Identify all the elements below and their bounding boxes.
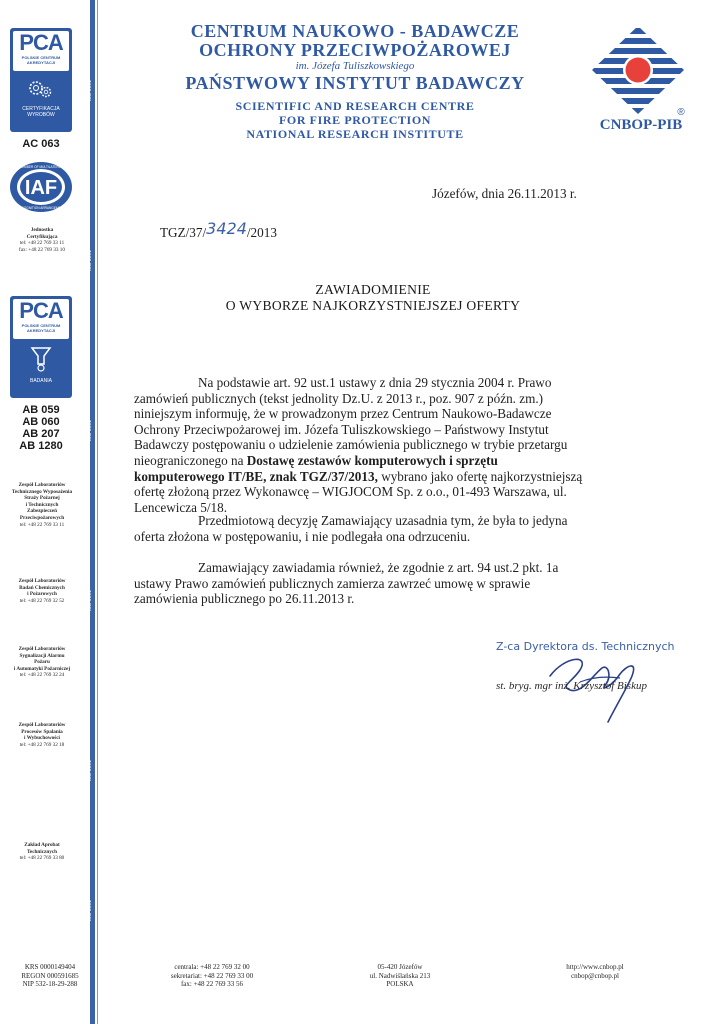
cert-unit-fax: fax: +48 22 769 33 10 xyxy=(18,246,65,253)
pca-sub-1: POLSKIE CENTRUM xyxy=(21,55,61,60)
footer-nip: NIP 532-18-29-288 xyxy=(22,980,78,989)
pca-sub-2: AKREDYTACJI xyxy=(26,328,56,333)
footer-address-line: ul. Nadwiślańska 213 xyxy=(369,971,431,980)
footer-website-link[interactable]: http://www.cnbop.pl xyxy=(566,963,624,971)
iaf-logo xyxy=(8,160,74,214)
iaf-ring-top: MEMBER OF MULTILATERAL xyxy=(19,165,63,169)
header-patron: im. Józefa Tuliszkowskiego xyxy=(295,60,415,72)
lab-line: Zespół Laboratoriów xyxy=(18,646,66,652)
registered-mark: ® xyxy=(677,107,685,118)
document-title xyxy=(150,282,596,314)
sidebar-rule-thin xyxy=(97,0,98,1024)
rule-label: ISO 9001 xyxy=(87,420,93,442)
header-english-1: SCIENTIFIC AND RESEARCH CENTRE xyxy=(235,99,475,113)
lab-line: Zabezpieczeń xyxy=(27,508,57,515)
pca-logo-area xyxy=(13,31,69,71)
pca-sub-2: AKREDYTACJI xyxy=(26,60,56,65)
lab-line: Zespół Laboratoriów xyxy=(18,578,66,584)
lab-info xyxy=(6,482,78,528)
iaf-ring-bottom: RECOGNITION ARRANGEMENT xyxy=(17,206,65,210)
sidebar-rule xyxy=(90,0,95,1024)
ref-prefix: TGZ/37/ xyxy=(160,225,207,240)
lab-line: i Automatyki Pożarniczej xyxy=(13,665,71,672)
title-line-2: O WYBORZE NAJKORZYSTNIEJSZEJ OFERTY xyxy=(225,298,521,313)
header-line-1: CENTRUM NAUKOWO - BADAWCZE xyxy=(190,21,520,41)
lab-line: Technicznego Wyposażenia xyxy=(11,488,73,495)
accreditation-code: AC 063 xyxy=(22,138,60,150)
lab-line: Straży Pożarnej xyxy=(24,495,60,502)
reference-number xyxy=(160,219,277,241)
p1-text-end: wybrano jako ofertę najkorzystniejszą ofertę złożoną przez Wykonawcę – WIGJOCOM Sp. z o.o., 01-493 Warszawa, ul. Lencewicza 5/18. xyxy=(134,468,583,515)
footer-email-link[interactable]: cnbop@cnbop.pl xyxy=(571,971,619,980)
lab-phone: tel: +48 22 769 32 24 xyxy=(19,672,65,679)
iaf-text: IAF xyxy=(24,177,58,199)
cnbop-logo-icon xyxy=(590,24,690,120)
footer-krs: KRS 0000149404 xyxy=(24,963,76,971)
accreditation-code: AB 059 xyxy=(22,404,60,416)
accreditation-code: AB 1280 xyxy=(19,440,63,452)
lab-phone: tel: +48 22 769 32 52 xyxy=(19,597,65,604)
accreditation-code: AB 060 xyxy=(22,416,60,428)
lab-info xyxy=(6,722,78,748)
lab-line: i Technicznych xyxy=(25,501,59,508)
pca-label xyxy=(10,104,72,122)
flask-icon xyxy=(10,342,72,376)
lab-phone: tel: +48 22 769 33 11 xyxy=(19,521,65,528)
rule-label: ISO 9001 xyxy=(87,760,93,782)
footer-fax: fax: +48 22 769 33 56 xyxy=(180,980,244,989)
lab-info xyxy=(6,646,78,679)
header-english-2: FOR FIRE PROTECTION xyxy=(278,113,432,127)
lab-line: Procesów Spalania xyxy=(21,728,63,735)
footer-phones xyxy=(152,963,272,989)
letterhead xyxy=(150,22,560,141)
lab-line: i Wybuchowości xyxy=(24,735,60,742)
footer-registry xyxy=(10,963,90,989)
aprobat-phone: tel: +48 22 769 33 80 xyxy=(19,855,65,862)
footer-address-line: POLSKA xyxy=(386,980,414,989)
pca-logo: PCA xyxy=(19,30,63,55)
lab-line: Zespół Laboratoriów xyxy=(18,722,66,728)
lab-phone: tel: +48 22 769 32 18 xyxy=(19,741,65,748)
footer-phone: centrala: +48 22 769 32 00 xyxy=(174,963,250,971)
pca-testing-badge xyxy=(10,296,72,398)
aprobat-line: Technicznych xyxy=(26,848,58,855)
lab-line: i Pożarowych xyxy=(27,591,57,598)
title-line-1: ZAWIADOMIENIE xyxy=(315,282,431,297)
cert-unit-line: Certyfikująca xyxy=(26,233,58,240)
lab-line: Przeciwpożarowych xyxy=(19,514,65,521)
paragraph-2: Przedmiotową decyzję Zamawiający uzasadnia tym, że była to jedyna oferta złożona w postępowaniu, i nie podlegała ona odrzuceniu. xyxy=(134,513,568,544)
gears-icon xyxy=(10,74,72,104)
pca-logo: PCA xyxy=(19,298,63,323)
cnbop-logo-name: CNBOP-PIB xyxy=(599,117,683,133)
stamp-title: Z-ca Dyrektora ds. Technicznych xyxy=(496,640,675,653)
lab-line: Sygnalizacji Alarmu xyxy=(19,652,65,659)
pca-certification-badge xyxy=(10,28,72,132)
aprobat-line: Zakład Aprobat xyxy=(24,842,60,848)
lab-line: Pożaru xyxy=(34,659,50,666)
aprobat-info xyxy=(6,842,78,862)
footer-phone: sekretariat: +48 22 769 33 00 xyxy=(170,971,254,980)
pca-label: BADANIA xyxy=(30,378,52,384)
pca-logo-area xyxy=(13,299,69,339)
rule-label: ISO 9001 xyxy=(87,590,93,612)
footer-web xyxy=(540,963,650,980)
paragraph-3: Zamawiający zawiadamia również, że zgodnie z art. 94 ust.2 pkt. 1a ustawy Prawo zamówień publicznych zamierza zawrzeć umowę w sprawie zamówienia publicznego po 26.11.2013 r. xyxy=(134,560,559,607)
p1-text: Na podstawie art. 92 ust.1 ustawy z dnia 29 stycznia 2004 r. Prawo zamówień publicznych (tekst jednolity Dz.U. z 2013 r., poz. 907 z późn. zm.) niniejszym informuję, że w prowadzonym przez Centrum Naukowo-Badawcze Ochrony Przeciwpożarowej im. Józefa Tuliszkowskiego – Państwowy Instytut Badawczy postępowaniu o udzielenie zamówienia publicznego w trybie przetargu nieograniczonego na xyxy=(134,375,568,468)
lab-line: Zespół Laboratoriów xyxy=(18,482,66,488)
header-line-4: PAŃSTWOWY INSTYTUT BADAWCZY xyxy=(185,73,525,93)
pca-sub-1: POLSKIE CENTRUM xyxy=(21,323,61,328)
cert-unit-phone: tel: +48 22 769 33 11 xyxy=(19,240,65,247)
rule-label: ISO 9001 xyxy=(87,80,93,102)
lab-info xyxy=(6,578,78,604)
p1-subject: Dostawę zestawów komputerowych i sprzętu komputerowego IT/BE, znak TGZ/37/2013, xyxy=(134,452,498,484)
header-english-3: NATIONAL RESEARCH INSTITUTE xyxy=(246,127,464,141)
ref-suffix: /2013 xyxy=(246,225,277,240)
footer-address xyxy=(345,963,455,989)
lab-line: Badań Chemicznych xyxy=(19,584,65,591)
pca-label-2: WYROBÓW xyxy=(27,112,55,118)
footer-regon: REGON 000591685 xyxy=(21,971,79,980)
footer-address-line: 05-420 Józefów xyxy=(377,963,423,971)
header-line-2: OCHRONY PRZECIWPOŻAROWEJ xyxy=(199,40,511,60)
cert-unit-line: Jednostka xyxy=(30,227,54,233)
pca-label-1: CERTYFIKACJA xyxy=(22,106,60,112)
stamp-signatory: st. bryg. mgr inż. Krzysztof Biskup xyxy=(496,680,647,692)
certification-unit-info xyxy=(6,227,78,253)
rule-label: ISO 9001 xyxy=(87,900,93,922)
place-date: Józefów, dnia 26.11.2013 r. xyxy=(432,186,577,201)
paragraph-1 xyxy=(134,375,586,515)
accreditation-code: AB 207 xyxy=(22,428,60,440)
rule-label: ISO 9001 xyxy=(87,250,93,272)
ref-handwritten: 3424 xyxy=(206,219,247,238)
